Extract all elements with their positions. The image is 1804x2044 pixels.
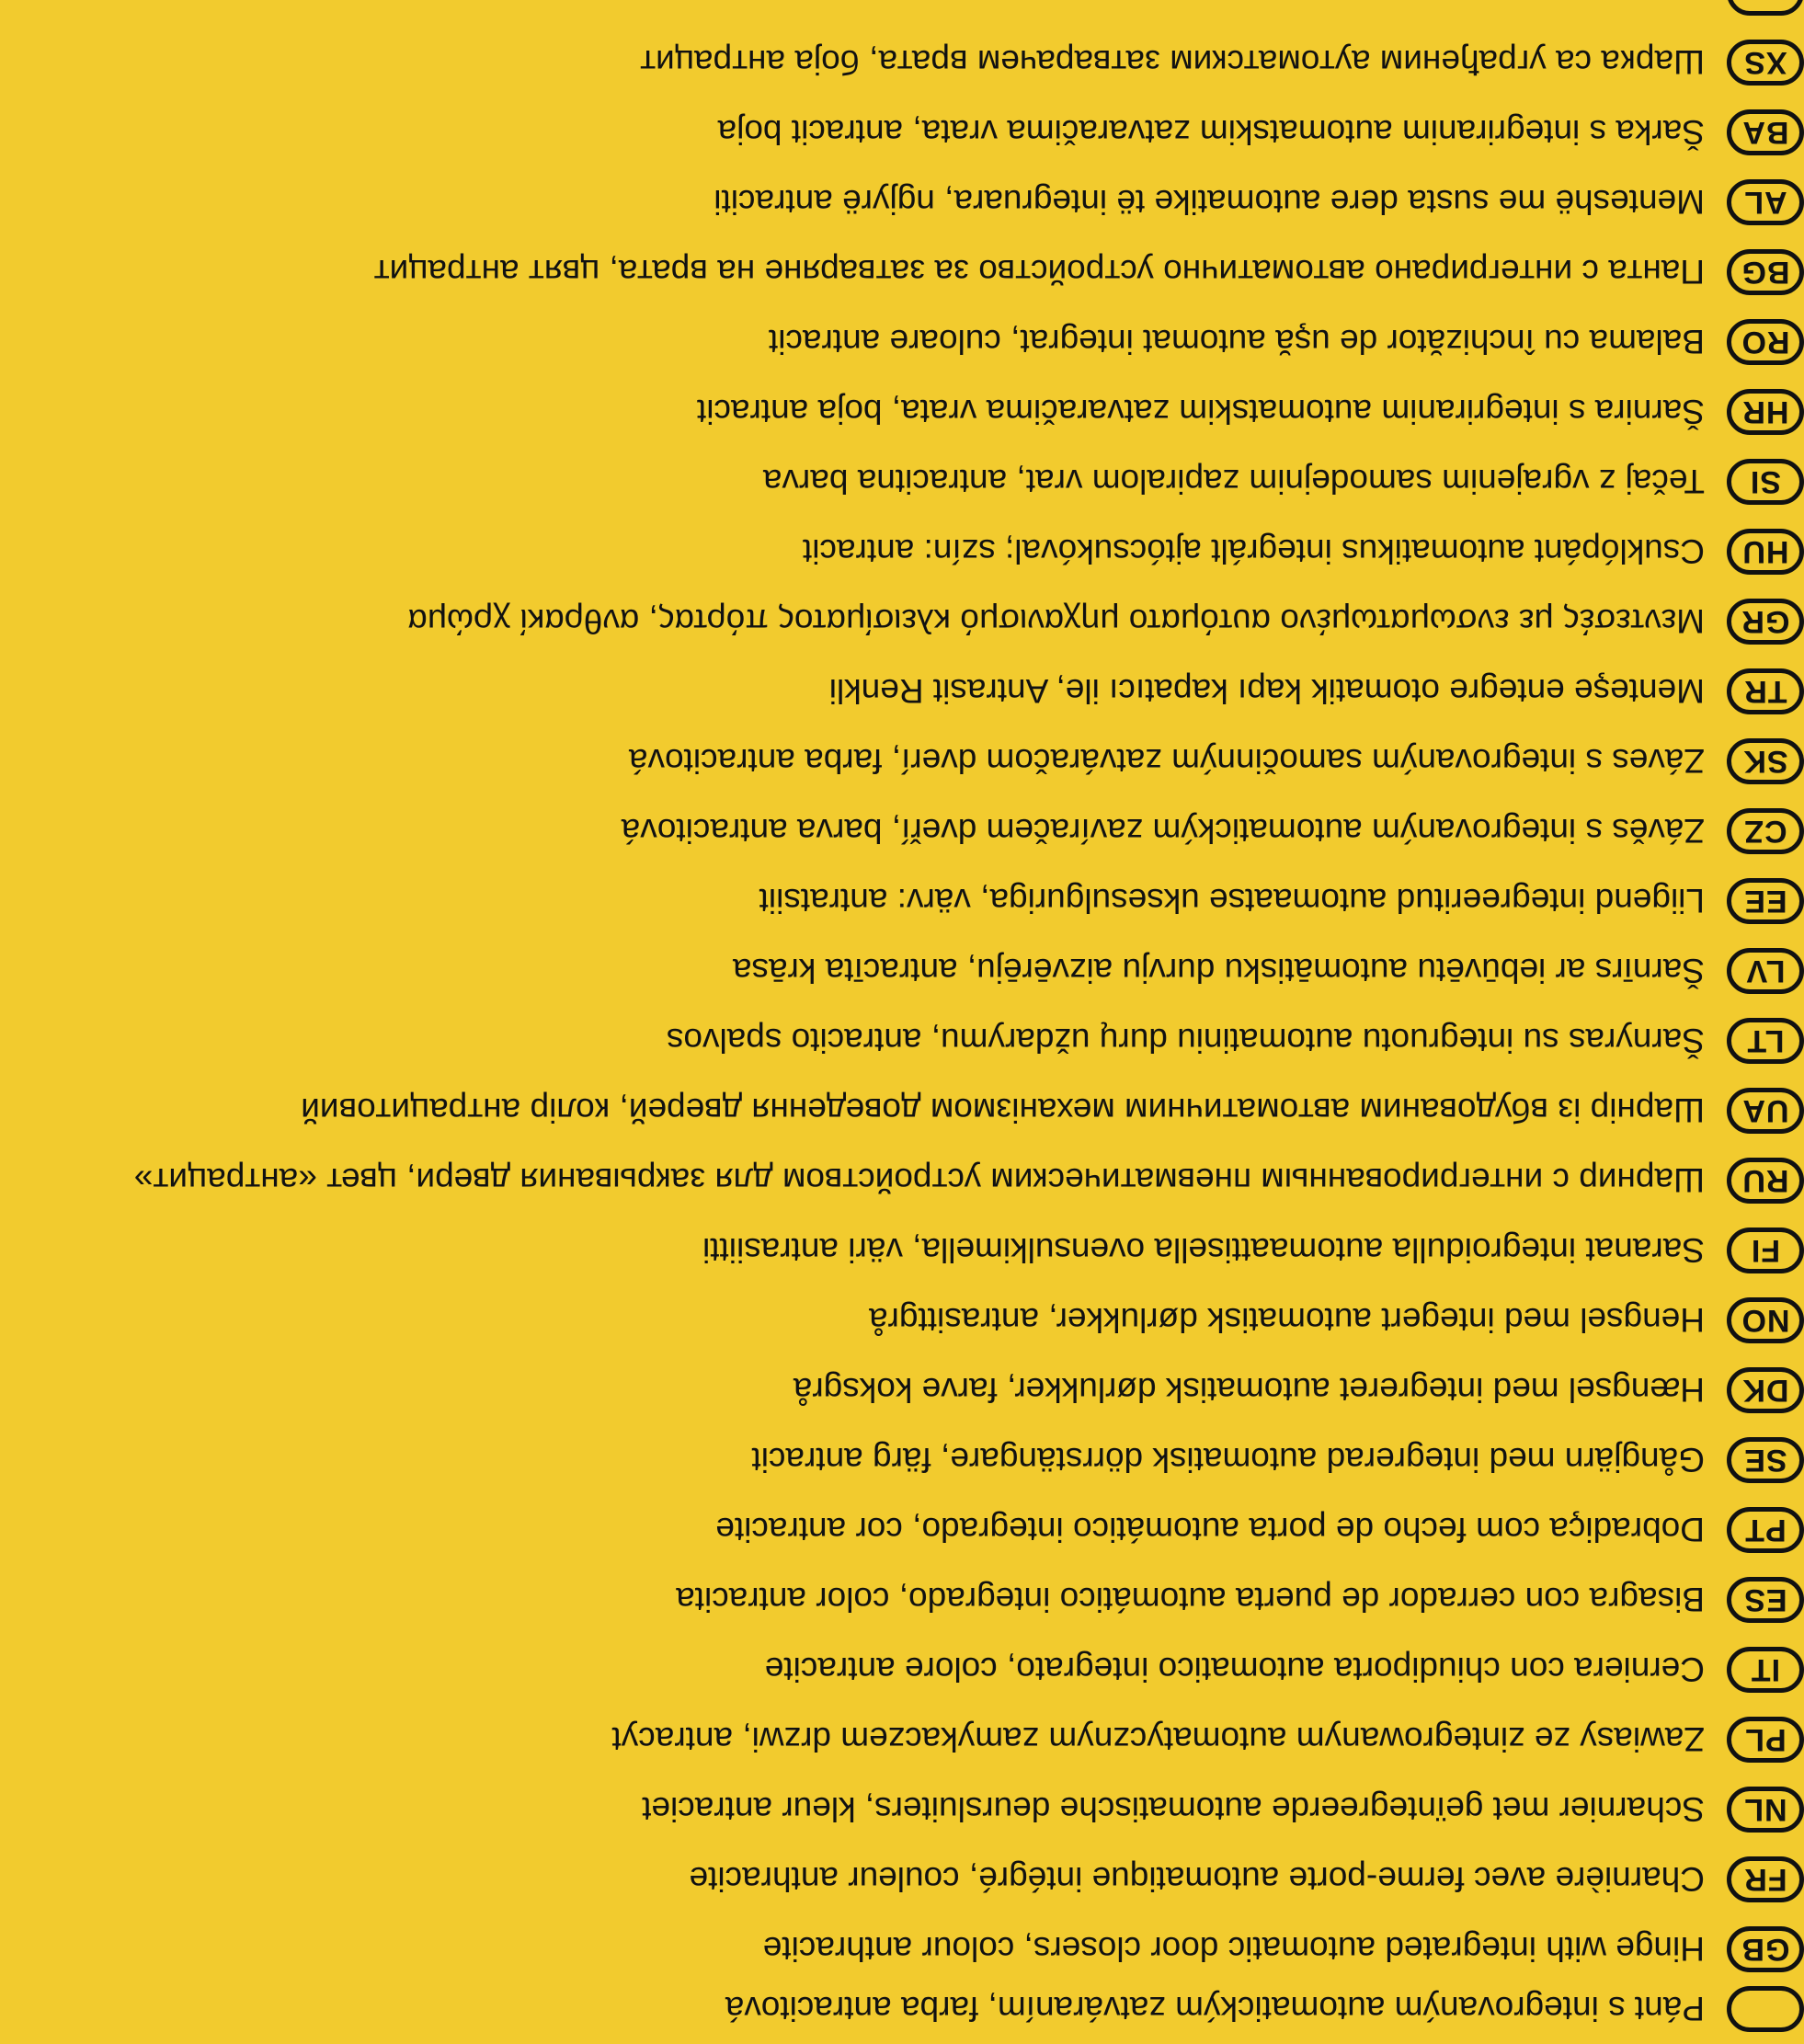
item-text: Šarnyras su integruotu automatiniu durų uždarymu, antracito spalvos	[666, 1022, 1705, 1060]
country-badge: RU	[1727, 1158, 1804, 1204]
item-text: Hinge with integrated automatic door closers, colour anthracite	[762, 1930, 1705, 1969]
item-text: Šarnīrs ar iebūvētu automātisku durvju aizvērēju, antracīta krāsa	[732, 952, 1705, 990]
country-badge	[1727, 1986, 1804, 2032]
country-badge: NL	[1727, 1787, 1804, 1833]
item-text: Šarka s integriranim automatskim zatvaračima vrata, antracit boja	[717, 113, 1705, 152]
country-badge: IT	[1727, 1647, 1804, 1693]
item-text: Záves s integrovaným samočinným zatváračom dverí, farba antracitová	[628, 742, 1705, 781]
list-item	[762, 1914, 1790, 1984]
country-badge: EE	[1727, 878, 1804, 924]
list-item	[763, 447, 1784, 517]
country-badge: DK	[1727, 1367, 1804, 1413]
item-text: Gångjärn med integrerad automatisk dörrstängare, färg antracit	[751, 1441, 1705, 1479]
list-item	[1705, 0, 1784, 28]
list-item	[793, 1355, 1789, 1425]
list-item	[676, 1565, 1787, 1635]
list-item	[621, 796, 1787, 866]
list-item	[725, 1974, 1784, 2044]
list-item	[373, 237, 1790, 307]
list-item	[689, 1844, 1787, 1914]
list-item	[768, 307, 1790, 377]
country-badge: HR	[1727, 389, 1804, 435]
list-item	[765, 1635, 1784, 1705]
country-badge: BG	[1727, 249, 1804, 295]
list-item	[407, 587, 1790, 657]
country-badge: GR	[1727, 599, 1804, 645]
list-item	[133, 1146, 1789, 1216]
list-item	[759, 866, 1787, 936]
list-item	[714, 167, 1787, 237]
item-text: Dobradiça com fecho de porta automático integrado, cor antracite	[715, 1511, 1705, 1549]
item-text: Bisagra con cerrador de puerta automático integrado, color antracita	[676, 1581, 1705, 1619]
item-text: Шарка са уграђеним аутоматским затварачем врата, боја антрацит	[640, 43, 1705, 82]
list-item	[828, 657, 1787, 726]
country-badge	[1727, 0, 1804, 16]
country-badge: LV	[1727, 948, 1804, 994]
country-badge: LT	[1727, 1018, 1804, 1064]
list-item	[717, 97, 1789, 167]
country-badge: SE	[1727, 1437, 1804, 1483]
country-badge: XS	[1727, 40, 1804, 86]
item-text: Hængsel med integreret automatisk dørlukker, farve koksgrå	[793, 1371, 1705, 1410]
list-item	[611, 1705, 1787, 1775]
country-badge: FI	[1727, 1228, 1804, 1273]
list-item	[301, 1076, 1789, 1146]
country-badge: PL	[1727, 1717, 1804, 1763]
item-text: Liigend integreeritud automaatse uksesulguriga, värv: antratsiit	[759, 882, 1705, 920]
item-text: Hengsel med integert automatisk dørlukker, antrasittgrå	[869, 1301, 1705, 1340]
list-item	[667, 1006, 1784, 1076]
list-item	[751, 1425, 1787, 1495]
list-item	[696, 377, 1789, 447]
item-text: Charnière avec ferme-porte automatique intégré, couleur anthracite	[689, 1860, 1705, 1899]
item-text: Шарнир с интегрированным пневматическим устройством для закрывания двери, цвет «антрацит»	[133, 1161, 1705, 1200]
country-badge: ES	[1727, 1577, 1804, 1623]
country-badge: AL	[1727, 179, 1804, 225]
item-text: Saranat integroidulla automaattisella ovensulkimella, väri antrasiitti	[702, 1231, 1705, 1270]
country-badge: CZ	[1727, 808, 1804, 854]
country-badge: PT	[1727, 1507, 1804, 1553]
item-text: Cerniera con chiudiporta automatico integrato, colore antracite	[764, 1650, 1705, 1689]
list-item	[642, 1775, 1787, 1844]
item-text: Menteshë me susta dere automatike të integruara, ngjyrë antraciti	[714, 183, 1705, 222]
country-badge: NO	[1727, 1297, 1804, 1343]
item-text: Šarnira s integriranim automatskim zatvaračima vrata, boja antracit	[696, 393, 1705, 431]
item-text: Scharnier met geïntegreerde automatische deursluiters, kleur antraciet	[642, 1790, 1705, 1829]
list-item	[803, 517, 1789, 587]
item-text: Pánt s integrovaným automatickým zatváraním, farba antracitová	[725, 1990, 1705, 2028]
item-text: Závěs s integrovaným automatickým zavíračem dveří, barva antracitová	[621, 812, 1705, 851]
list-item	[702, 1216, 1784, 1285]
country-badge: SI	[1727, 459, 1804, 505]
item-text: Панта с интегрирано автоматично устройство за затваряне на врата, цвят антрацит	[373, 253, 1705, 291]
country-badge: UA	[1727, 1088, 1804, 1134]
item-text: Tečaj z vgrajenim samodejnim zapiralom vrat, antracitna barva	[762, 462, 1705, 501]
country-badge: SK	[1727, 738, 1804, 784]
item-text: Csuklópánt automatikus integrált ajtócsukóval; szín: antracit	[803, 532, 1705, 571]
country-badge: RO	[1727, 319, 1804, 365]
list-item	[640, 28, 1787, 97]
item-text: Menteşe entegre otomatik kapı kapatıcı ile, Antrasit Renkli	[828, 672, 1705, 711]
item-text: Шарнір із вбудованим автоматичним механізмом доведення дверей, колір антрацитовий	[301, 1091, 1705, 1130]
list-item	[628, 726, 1788, 796]
country-badge: BA	[1727, 109, 1804, 155]
country-badge: TR	[1727, 668, 1804, 714]
item-text: Balama cu închizător de uşă automat integrat, culoare antracit	[768, 323, 1705, 361]
list-item	[869, 1285, 1790, 1355]
item-text: Μεντεσές με ενσωματωμένο αυτόματο μηχανισμό κλεισίματος πόρτας, ανθρακί χρώμα	[407, 602, 1705, 641]
country-badge: HU	[1727, 529, 1804, 575]
country-badge: FR	[1727, 1856, 1804, 1902]
country-badge: GB	[1727, 1926, 1804, 1972]
item-text: Zawiasy ze zintegrowanym automatycznym zamykaczem drzwi, antracyt	[611, 1720, 1705, 1759]
list-item	[715, 1495, 1787, 1565]
list-item	[733, 936, 1784, 1006]
